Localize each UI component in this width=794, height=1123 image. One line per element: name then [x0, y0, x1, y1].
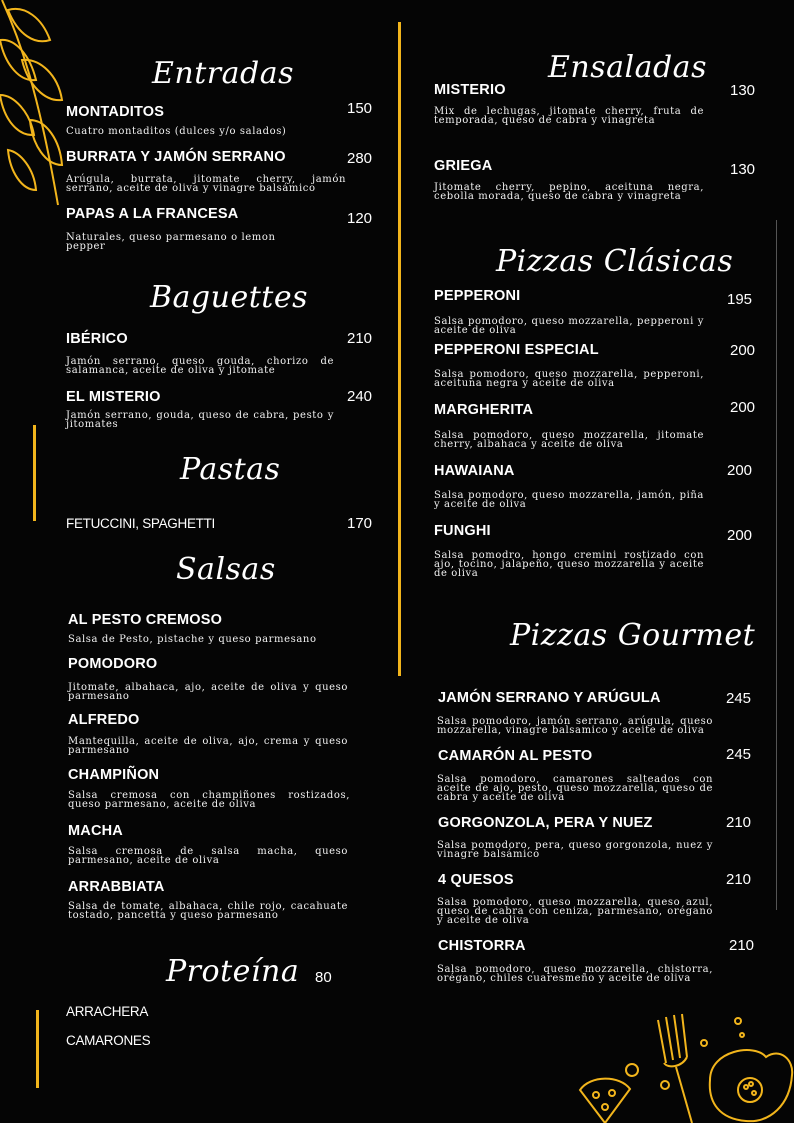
item-name: MISTERIO: [434, 82, 506, 98]
item-desc: Arúgula, burrata, jitomate cherry, jamón serrano, aceite de oliva y vinagre balsámico: [66, 174, 346, 194]
item-price: 200: [730, 342, 756, 359]
item-price: 210: [726, 871, 752, 888]
item-name: CHAMPIÑON: [68, 767, 160, 783]
item-price: 210: [726, 814, 752, 831]
item-name: CAMARÓN AL PESTO: [438, 748, 593, 764]
item-price: 200: [727, 527, 753, 544]
section-title-entradas: Entradas: [152, 56, 294, 91]
item-name: MONTADITOS: [66, 104, 165, 120]
item-desc: Salsa pomodoro, queso mozzarella, chistorra, orégano, chiles cuaresmeño y aceite de oliva: [437, 964, 713, 984]
item-name: MACHA: [68, 823, 123, 839]
item-price: 240: [347, 388, 373, 405]
item-name: BURRATA Y JAMÓN SERRANO: [66, 149, 286, 165]
section-title-pizzas-clasicas: Pizzas Clásicas: [496, 244, 734, 279]
item-name: AL PESTO CREMOSO: [68, 612, 223, 628]
item-name: FETUCCINI, SPAGHETTI: [66, 516, 216, 531]
item-price: 80: [315, 969, 332, 986]
section-title-pastas: Pastas: [180, 452, 281, 487]
item-desc: Salsa pomodoro, queso mozzarella, pepperoni y aceite de oliva: [434, 316, 704, 336]
item-name: PEPPERONI: [434, 288, 521, 304]
item-desc: Salsa cremosa con champiñones rostizados, queso parmesano, aceite de oliva: [68, 790, 350, 810]
item-name: POMODORO: [68, 656, 158, 672]
food-doodle-icon: [570, 1005, 794, 1123]
item-desc: Salsa pomodoro, queso mozzarella, jamón, piña y aceite de oliva: [434, 490, 704, 510]
item-desc: Salsa pomodoro, pera, queso gorgonzola, nuez y vinagre balsámico: [437, 840, 713, 860]
section-title-salsas: Salsas: [176, 552, 276, 587]
item-desc: Jamón serrano, queso gouda, chorizo de salamanca, aceite de oliva y jitomate: [66, 356, 334, 376]
item-name: GORGONZOLA, PERA Y NUEZ: [438, 815, 653, 831]
item-name: ARRABBIATA: [68, 879, 165, 895]
item-desc: Salsa pomodoro, queso mozzarella, jitomate cherry, albahaca y aceite de oliva: [434, 430, 704, 450]
item-desc: Jitomate cherry, pepino, aceituna negra, cebolla morada, queso de cabra y vinagreta: [434, 182, 704, 202]
item-desc: Salsa pomodro, hongo cremini rostizado con ajo, tocino, jalapeño, queso mozzarella y aceite de oliva: [434, 550, 704, 579]
item-desc: Salsa pomodoro, jamón serrano, arúgula, queso mozzarella, vinagre balsamico y aceite de oliva: [437, 716, 713, 736]
item-desc: Jitomate, albahaca, ajo, aceite de oliva y queso parmesano: [68, 682, 348, 702]
item-desc: Salsa pomodoro, queso mozzarella, queso azul, queso de cabra con ceniza, parmesano, orégano y aceite de oliva: [437, 897, 713, 926]
item-desc: Jamón serrano, gouda, queso de cabra, pesto y jitomates: [66, 410, 334, 430]
accent-line: [398, 22, 401, 676]
item-name: CAMARONES: [66, 1033, 151, 1048]
item-desc: Mix de lechugas, jitomate cherry, fruta de temporada, queso de cabra y vinagreta: [434, 106, 704, 126]
item-price: 280: [347, 150, 373, 167]
item-price: 210: [729, 937, 755, 954]
accent-line: [33, 425, 36, 521]
item-name: MARGHERITA: [434, 402, 534, 418]
section-title-baguettes: Baguettes: [150, 280, 308, 315]
item-name: EL MISTERIO: [66, 389, 161, 405]
item-name: JAMÓN SERRANO Y ARÚGULA: [438, 690, 661, 706]
item-name: PAPAS A LA FRANCESA: [66, 206, 239, 222]
item-desc: Salsa pomodoro, camarones salteados con aceite de ajo, pesto, queso mozzarella, queso de cabra y aceite de oliva: [437, 774, 713, 803]
item-desc: Salsa de Pesto, pistache y queso parmesano: [68, 634, 317, 645]
item-name: 4 QUESOS: [438, 872, 514, 888]
item-desc: Cuatro montaditos (dulces y/o salados): [66, 126, 287, 137]
item-desc: Salsa de tomate, albahaca, chile rojo, cacahuate tostado, pancetta y queso parmesano: [68, 901, 348, 921]
section-title-pizzas-gourmet: Pizzas Gourmet: [510, 618, 756, 653]
item-name: ALFREDO: [68, 712, 140, 728]
section-title-ensaladas: Ensaladas: [548, 50, 707, 85]
item-desc: Salsa pomodoro, queso mozzarella, pepperoni, aceituna negra y aceite de oliva: [434, 369, 704, 389]
item-name: PEPPERONI ESPECIAL: [434, 342, 599, 358]
item-price: 200: [730, 399, 756, 416]
accent-line: [36, 1010, 39, 1088]
item-price: 200: [727, 462, 753, 479]
item-price: 170: [347, 515, 373, 532]
item-price: 130: [730, 161, 756, 178]
item-price: 130: [730, 82, 756, 99]
item-name: GRIEGA: [434, 158, 493, 174]
leaf-decoration-icon: [0, 0, 70, 210]
divider-line: [776, 220, 777, 910]
item-price: 245: [726, 690, 752, 707]
item-price: 120: [347, 210, 373, 227]
item-name: HAWAIANA: [434, 463, 515, 479]
item-name: FUNGHI: [434, 523, 491, 539]
item-desc: Salsa cremosa de salsa macha, queso parmesano, aceite de oliva: [68, 846, 348, 866]
item-desc: Naturales, queso parmesano o lemon pepper: [66, 232, 276, 252]
item-name: IBÉRICO: [66, 331, 128, 347]
item-price: 245: [726, 746, 752, 763]
item-name: CHISTORRA: [438, 938, 526, 954]
item-price: 195: [727, 291, 753, 308]
item-desc: Mantequilla, aceite de oliva, ajo, crema y queso parmesano: [68, 736, 348, 756]
item-price: 210: [347, 330, 373, 347]
item-name: ARRACHERA: [66, 1004, 149, 1019]
section-title-proteina: Proteína: [166, 954, 300, 989]
item-price: 150: [347, 100, 373, 117]
